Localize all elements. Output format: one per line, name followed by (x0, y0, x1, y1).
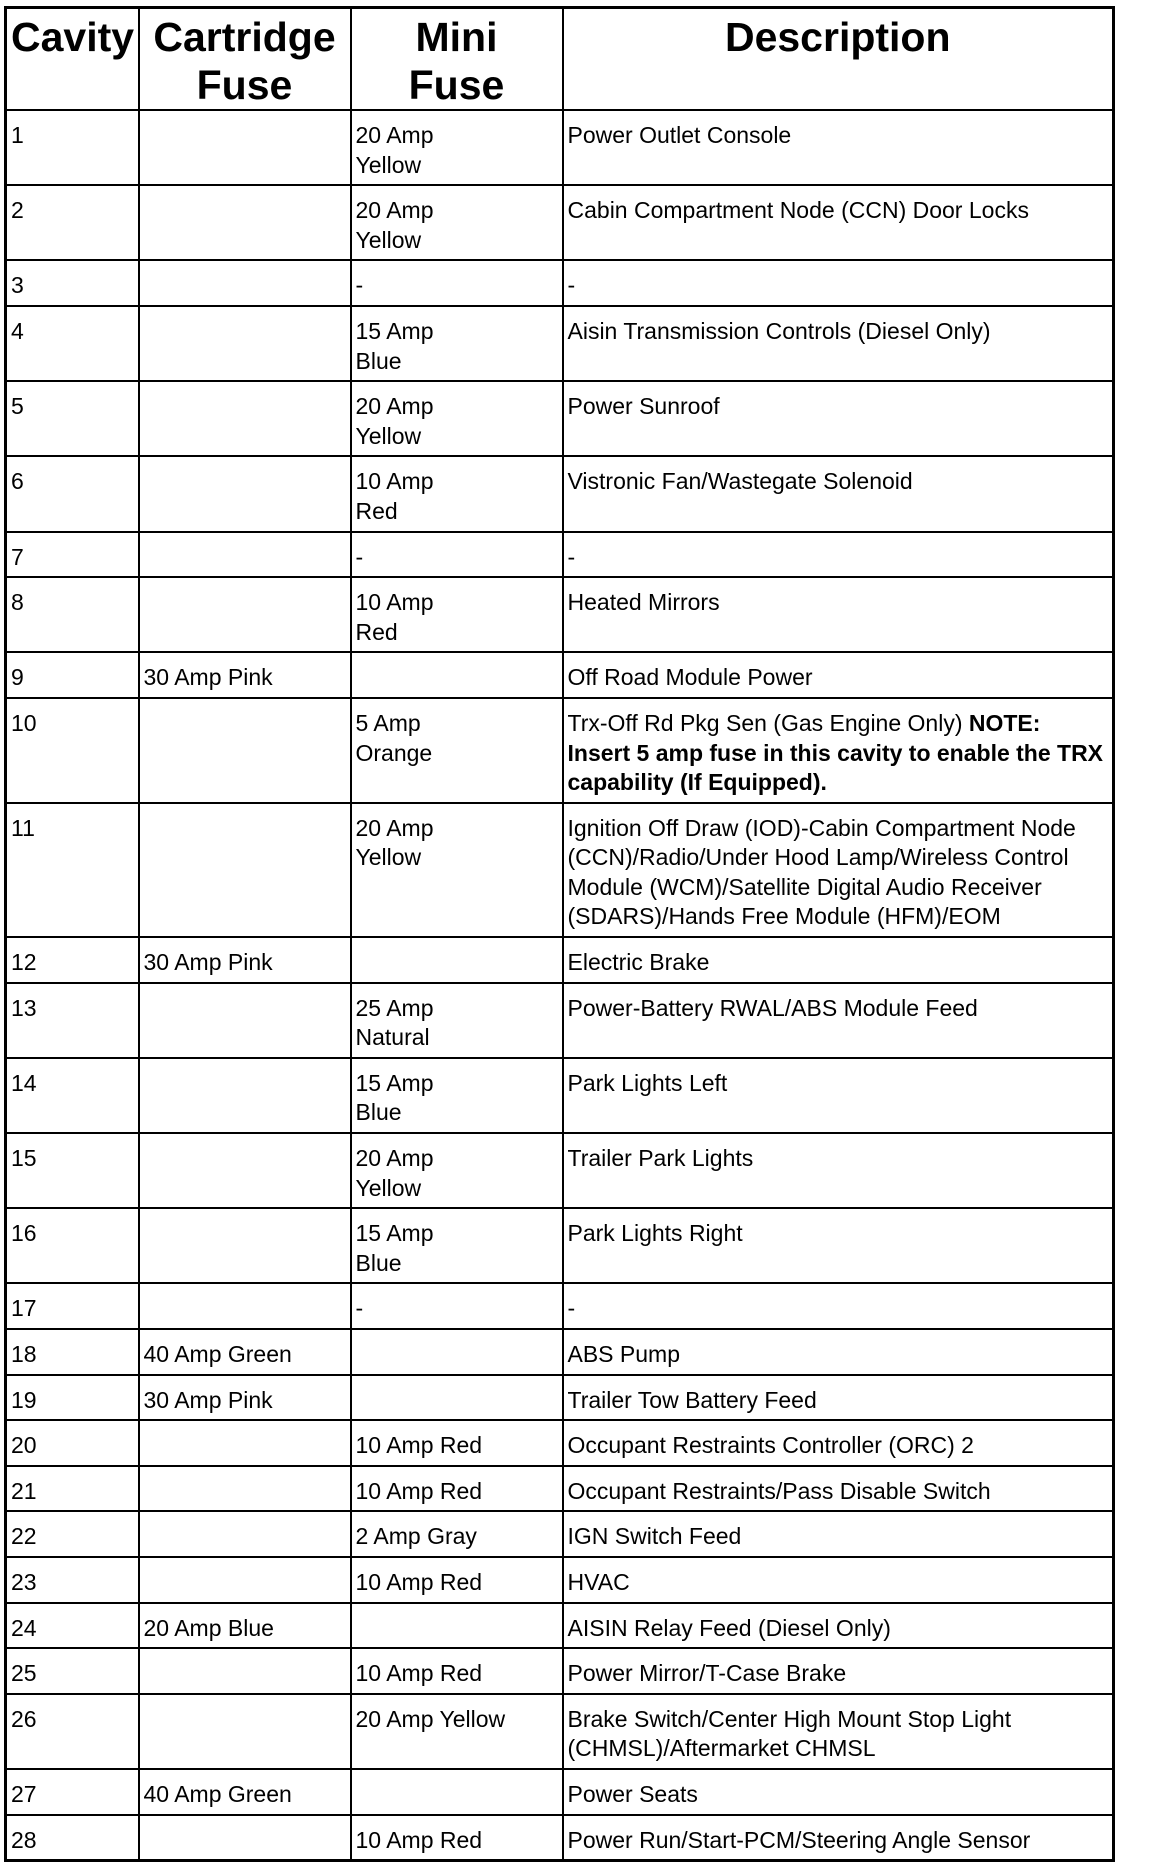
mini-fuse-cell (351, 1133, 563, 1208)
description-cell (563, 803, 1114, 937)
cavity-text: 25 (11, 1660, 37, 1687)
mini-fuse-text: 5 Amp Orange (355, 709, 433, 766)
cavity-cell (6, 1208, 139, 1283)
cartridge-fuse-cell (139, 1420, 351, 1466)
cavity-text: 24 (11, 1614, 37, 1641)
mini-fuse-cell (351, 1694, 563, 1769)
cartridge-fuse-cell (139, 698, 351, 803)
table-row (6, 381, 1114, 456)
description-text: AISIN Relay Feed (Diesel Only) (567, 1614, 891, 1641)
table-row (6, 652, 1114, 698)
cavity-cell (6, 260, 139, 306)
description-cell (563, 1283, 1114, 1329)
header-mini-fuse: Mini Fuse (351, 8, 563, 111)
description-cell (563, 1557, 1114, 1603)
cartridge-fuse-cell (139, 1815, 351, 1861)
description-cell (563, 532, 1114, 578)
cavity-text: 10 (11, 709, 37, 736)
description-text: Power Sunroof (567, 393, 720, 420)
table-row (6, 577, 1114, 652)
cavity-cell (6, 1420, 139, 1466)
cavity-cell (6, 1511, 139, 1557)
cavity-text: 4 (11, 317, 24, 344)
mini-fuse-cell (351, 260, 563, 306)
table-row (6, 260, 1114, 306)
cavity-text: 7 (11, 543, 24, 570)
header-cartridge-fuse: Cartridge Fuse (139, 8, 351, 111)
cartridge-fuse-cell (139, 185, 351, 260)
description-cell (563, 1603, 1114, 1649)
cartridge-fuse-text: 20 Amp Blue (143, 1614, 274, 1641)
description-text: Power Seats (567, 1780, 698, 1807)
mini-fuse-cell (351, 532, 563, 578)
cartridge-fuse-cell (139, 1058, 351, 1133)
description-text: Heated Mirrors (567, 589, 720, 616)
description-cell (563, 110, 1114, 185)
cartridge-fuse-cell (139, 983, 351, 1058)
mini-fuse-cell (351, 306, 563, 381)
cavity-cell (6, 698, 139, 803)
description-cell (563, 577, 1114, 652)
table-row (6, 1603, 1114, 1649)
mini-fuse-cell (351, 1815, 563, 1861)
cavity-text: 3 (11, 272, 24, 299)
description-text: Park Lights Right (567, 1220, 743, 1247)
cavity-text: 14 (11, 1069, 37, 1096)
description-text: Brake Switch/Center High Mount Stop Light (CHMSL)/Aftermarket CHMSL (567, 1705, 1012, 1762)
mini-fuse-cell (351, 937, 563, 983)
table-row (6, 1133, 1114, 1208)
mini-fuse-text: 10 Amp Red (355, 1660, 483, 1687)
header-cavity: Cavity (6, 8, 139, 111)
mini-fuse-cell (351, 1603, 563, 1649)
mini-fuse-text: 25 Amp Natural (355, 994, 434, 1051)
mini-fuse-cell (351, 652, 563, 698)
cartridge-fuse-cell (139, 1329, 351, 1375)
description-cell (563, 1375, 1114, 1421)
cartridge-fuse-text: 40 Amp Green (143, 1341, 292, 1367)
cavity-cell (6, 1815, 139, 1861)
cavity-text: 11 (11, 814, 35, 841)
description-cell (563, 185, 1114, 260)
table-row (6, 937, 1114, 983)
cartridge-fuse-cell (139, 803, 351, 937)
mini-fuse-cell (351, 577, 563, 652)
mini-fuse-text: 10 Amp Red (355, 1477, 483, 1504)
table-row (6, 456, 1114, 531)
description-cell (563, 983, 1114, 1058)
table-row (6, 1694, 1114, 1769)
table-row (6, 698, 1114, 803)
cavity-cell (6, 532, 139, 578)
mini-fuse-cell (351, 1466, 563, 1512)
cavity-text: 22 (11, 1523, 37, 1550)
description-text: Trx-Off Rd Pkg Sen (Gas Engine Only) (567, 709, 969, 736)
cavity-text: 5 (11, 393, 24, 420)
description-cell (563, 1329, 1114, 1375)
mini-fuse-text: 15 Amp Blue (355, 1069, 434, 1126)
mini-fuse-text: 10 Amp Red (355, 1568, 483, 1595)
cartridge-fuse-cell (139, 1375, 351, 1421)
cavity-text: 21 (11, 1477, 37, 1504)
table-row (6, 1420, 1114, 1466)
description-cell (563, 260, 1114, 306)
description-text: Vistronic Fan/Wastegate Solenoid (567, 468, 913, 495)
mini-fuse-cell (351, 1648, 563, 1694)
description-text: IGN Switch Feed (567, 1523, 742, 1550)
cavity-cell (6, 803, 139, 937)
cavity-text: 6 (11, 468, 24, 495)
cavity-text: 27 (11, 1780, 37, 1807)
mini-fuse-cell (351, 1329, 563, 1375)
mini-fuse-text: 2 Amp Gray (355, 1523, 477, 1550)
cavity-cell (6, 1329, 139, 1375)
cavity-cell (6, 456, 139, 531)
description-text: - (567, 272, 576, 299)
description-text: Power Outlet Console (567, 122, 792, 148)
table-row (6, 185, 1114, 260)
description-text: Occupant Restraints/Pass Disable Switch (567, 1477, 991, 1504)
cavity-cell (6, 381, 139, 456)
cavity-cell (6, 937, 139, 983)
table-row (6, 1208, 1114, 1283)
header-description: Description (563, 8, 1114, 111)
table-row (6, 1648, 1114, 1694)
description-cell (563, 1420, 1114, 1466)
description-text: - (567, 543, 576, 570)
cavity-cell (6, 110, 139, 185)
description-text: Power-Battery RWAL/ABS Module Feed (567, 994, 978, 1021)
description-cell (563, 456, 1114, 531)
table-row (6, 1375, 1114, 1421)
table-row (6, 1466, 1114, 1512)
cavity-text: 20 (11, 1432, 37, 1459)
description-cell (563, 1133, 1114, 1208)
cavity-text: 15 (11, 1145, 37, 1172)
cavity-cell (6, 1603, 139, 1649)
cavity-cell (6, 1466, 139, 1512)
cartridge-fuse-cell (139, 1557, 351, 1603)
mini-fuse-cell (351, 456, 563, 531)
description-cell (563, 306, 1114, 381)
mini-fuse-cell (351, 1769, 563, 1815)
mini-fuse-cell (351, 185, 563, 260)
cartridge-fuse-cell (139, 532, 351, 578)
description-text: Trailer Park Lights (567, 1145, 754, 1172)
cavity-cell (6, 185, 139, 260)
mini-fuse-cell (351, 803, 563, 937)
description-note: NOTE: Insert 5 amp fuse in this cavity to enable the TRX capability (If Equipped). (567, 709, 1104, 796)
cartridge-fuse-cell (139, 110, 351, 185)
header-row (6, 8, 1114, 111)
cartridge-fuse-text: 30 Amp Pink (143, 949, 273, 976)
mini-fuse-cell (351, 1511, 563, 1557)
mini-fuse-text: 20 Amp Yellow (355, 197, 434, 253)
cartridge-fuse-cell (139, 652, 351, 698)
cavity-text: 26 (11, 1705, 37, 1732)
cavity-cell (6, 1557, 139, 1603)
cavity-text: 13 (11, 994, 37, 1021)
mini-fuse-text: 10 Amp Red (355, 468, 434, 524)
cavity-text: 16 (11, 1220, 37, 1247)
cartridge-fuse-text: 40 Amp Green (143, 1780, 292, 1807)
table-row (6, 110, 1114, 185)
description-text: Electric Brake (567, 949, 710, 976)
description-text: - (567, 1295, 576, 1322)
mini-fuse-text: 20 Amp Yellow (355, 122, 434, 178)
cartridge-fuse-cell (139, 1208, 351, 1283)
description-text: ABS Pump (567, 1341, 680, 1367)
mini-fuse-text: 20 Amp Yellow (355, 393, 434, 449)
mini-fuse-text: 20 Amp Yellow (355, 814, 434, 871)
description-text: Ignition Off Draw (IOD)-Cabin Compartment Node (CCN)/Radio/Under Hood Lamp/Wireless Control Module (WCM)/Satellite Digital Audio Receiver (SDARS)/Hands Free Module (HFM)/EOM (567, 814, 1076, 930)
description-cell (563, 1058, 1114, 1133)
description-text: Power Mirror/T-Case Brake (567, 1660, 847, 1687)
mini-fuse-cell (351, 1283, 563, 1329)
description-cell (563, 1769, 1114, 1815)
description-text: Off Road Module Power (567, 664, 813, 691)
description-text: Cabin Compartment Node (CCN) Door Locks (567, 197, 1029, 224)
cavity-cell (6, 577, 139, 652)
description-cell (563, 1694, 1114, 1769)
mini-fuse-text: 15 Amp Blue (355, 1220, 434, 1276)
description-cell (563, 1815, 1114, 1861)
description-cell (563, 1466, 1114, 1512)
cavity-cell (6, 1769, 139, 1815)
fuse-table-body (6, 110, 1114, 1861)
cavity-text: 18 (11, 1341, 37, 1367)
description-text: Trailer Tow Battery Feed (567, 1386, 817, 1413)
description-text: Aisin Transmission Controls (Diesel Only) (567, 317, 991, 344)
mini-fuse-text: 20 Amp Yellow (355, 1145, 434, 1201)
table-row (6, 803, 1114, 937)
mini-fuse-cell (351, 110, 563, 185)
cartridge-fuse-cell (139, 260, 351, 306)
table-row (6, 1815, 1114, 1861)
cavity-cell (6, 652, 139, 698)
mini-fuse-text: 15 Amp Blue (355, 317, 434, 374)
table-row (6, 1511, 1114, 1557)
cartridge-fuse-cell (139, 1769, 351, 1815)
cartridge-fuse-cell (139, 1133, 351, 1208)
mini-fuse-text: - (355, 543, 364, 570)
cavity-cell (6, 1133, 139, 1208)
mini-fuse-text: 20 Amp Yellow (355, 1705, 506, 1732)
table-row (6, 532, 1114, 578)
cavity-cell (6, 1375, 139, 1421)
mini-fuse-cell (351, 1208, 563, 1283)
cartridge-fuse-cell (139, 1283, 351, 1329)
cavity-text: 9 (11, 664, 24, 691)
cavity-cell (6, 1283, 139, 1329)
cavity-cell (6, 306, 139, 381)
cavity-cell (6, 983, 139, 1058)
cartridge-fuse-cell (139, 381, 351, 456)
cavity-text: 28 (11, 1826, 37, 1853)
cavity-text: 23 (11, 1568, 37, 1595)
cartridge-fuse-text: 30 Amp Pink (143, 664, 273, 691)
cavity-text: 17 (11, 1295, 37, 1322)
mini-fuse-cell (351, 381, 563, 456)
description-text: HVAC (567, 1568, 630, 1595)
cartridge-fuse-cell (139, 1466, 351, 1512)
table-row (6, 306, 1114, 381)
description-cell (563, 698, 1114, 803)
mini-fuse-text: 10 Amp Red (355, 1432, 483, 1459)
table-row (6, 1329, 1114, 1375)
cavity-text: 8 (11, 589, 24, 616)
fuse-table (4, 6, 1115, 1862)
cartridge-fuse-cell (139, 937, 351, 983)
description-cell (563, 1648, 1114, 1694)
cartridge-fuse-cell (139, 1603, 351, 1649)
cavity-cell (6, 1694, 139, 1769)
mini-fuse-cell (351, 1058, 563, 1133)
description-cell (563, 1511, 1114, 1557)
cavity-text: 1 (11, 122, 24, 148)
cartridge-fuse-cell (139, 1694, 351, 1769)
mini-fuse-text: - (355, 1295, 364, 1322)
mini-fuse-cell (351, 1420, 563, 1466)
cavity-cell (6, 1058, 139, 1133)
table-row (6, 1557, 1114, 1603)
mini-fuse-text: 10 Amp Red (355, 1826, 483, 1853)
mini-fuse-cell (351, 698, 563, 803)
cavity-cell (6, 1648, 139, 1694)
description-cell (563, 381, 1114, 456)
cartridge-fuse-cell (139, 1648, 351, 1694)
description-text: Power Run/Start-PCM/Steering Angle Sensor (567, 1826, 1031, 1853)
cavity-text: 12 (11, 949, 37, 976)
mini-fuse-cell (351, 1375, 563, 1421)
description-cell (563, 1208, 1114, 1283)
cartridge-fuse-cell (139, 306, 351, 381)
cartridge-fuse-cell (139, 1511, 351, 1557)
table-row (6, 1058, 1114, 1133)
cavity-text: 19 (11, 1386, 37, 1413)
table-row (6, 1283, 1114, 1329)
description-cell (563, 652, 1114, 698)
description-text: Park Lights Left (567, 1069, 728, 1096)
description-text: Occupant Restraints Controller (ORC) 2 (567, 1432, 974, 1459)
cartridge-fuse-cell (139, 456, 351, 531)
mini-fuse-text: - (355, 272, 364, 299)
cartridge-fuse-cell (139, 577, 351, 652)
mini-fuse-cell (351, 983, 563, 1058)
table-row (6, 983, 1114, 1058)
cartridge-fuse-text: 30 Amp Pink (143, 1386, 273, 1413)
cavity-text: 2 (11, 197, 24, 224)
mini-fuse-cell (351, 1557, 563, 1603)
description-cell (563, 937, 1114, 983)
table-row (6, 1769, 1114, 1815)
mini-fuse-text: 10 Amp Red (355, 589, 434, 645)
